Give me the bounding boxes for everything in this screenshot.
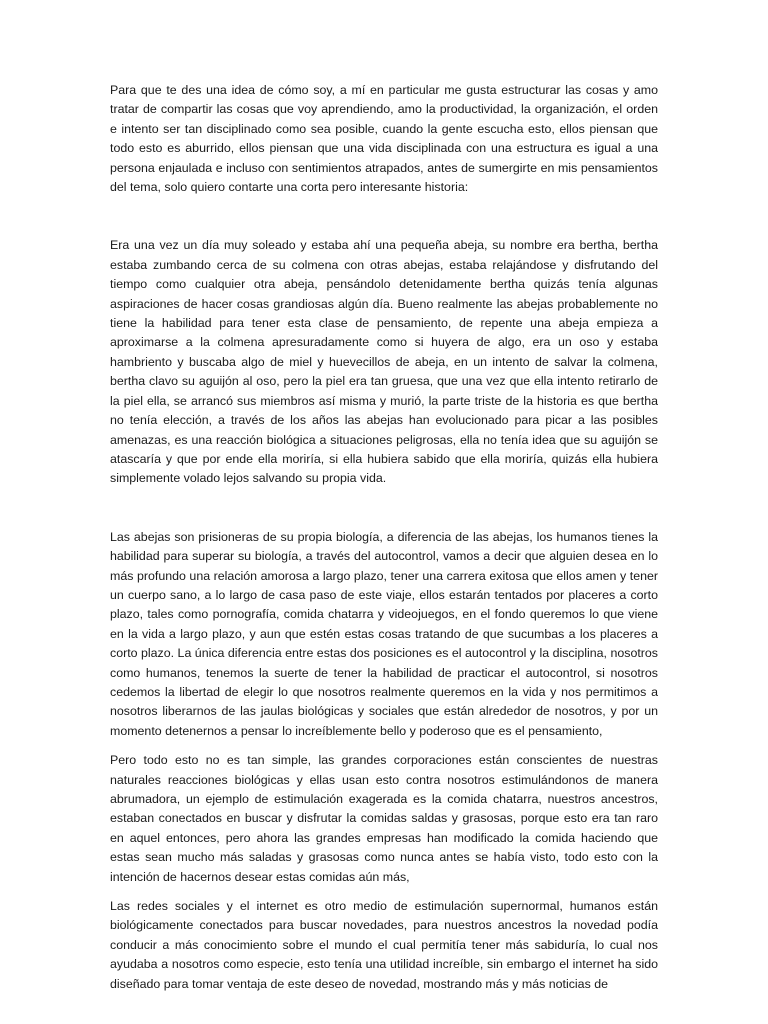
paragraph-intro: Para que te des una idea de cómo soy, a mí en particular me gusta estructurar las cosas y amo tratar de compartir las cosas que voy aprendiendo, amo la productividad, la organización, el orden e intento ser tan disciplinado como sea posible, cuando la gente escucha esto, ellos piensan que todo esto es aburrido, ellos piensan que una vida disciplinada con una estructura es igual a una persona enjaulada e incluso con sentimientos atrapados, antes de sumergirte en mis pensamientos del tema, solo quiero contarte una corta pero interesante historia: [110,83,658,195]
paragraph-social-media: Las redes sociales y el internet es otro medio de estimulación supernormal, humanos están biológicamente conectados para buscar novedades, para nuestros ancestros la novedad podía conducir a más conocimiento sobre el mundo el cual permitía tener más sabiduría, lo cual nos ayudaba a nosotros como especie, esto tenía una utilidad increíble, sin embargo el internet ha sido diseñado para tomar ventaja de este deseo de novedad, mostrando más y más noticias de [110,899,658,991]
paragraph-bee-story: Era una vez un día muy soleado y estaba ahí una pequeña abeja, su nombre era bertha, bertha estaba zumbando cerca de su colmena con otras abejas, estaba relajándose y disfrutando del tiempo como cualquier otra abeja, pensándolo detenidamente bertha quizás tenía algunas aspiraciones de hacer cosas grandiosas algún día. Bueno realmente las abejas probablemente no tiene la habilidad para tener esta clase de pensamiento, de repente una abeja empieza a aproximarse a la colmena apresuradamente como si huyera de algo, era un oso y estaba hambriento y buscaba algo de miel y huevecillos de abeja, en un intento de salvar la colmena, bertha clavo su aguijón al oso, pero la piel era tan gruesa, que una vez que ella intento retirarlo de la piel ella, se arrancó sus miembros así misma y murió, la parte triste de la historia es que bertha no tenía elección, a través de los años las abejas han evolucionado para picar a las posibles amenazas, es una reacción biológica a situaciones peligrosas, ella no tenía idea que su aguijón se atascaría y que por ende ella moriría, si ella hubiera sabido que ella moriría, quizás ella hubiera simplemente volado lejos salvando su propia vida. [110,238,658,486]
document-page [110,81,658,994]
paragraph-biology: Las abejas son prisioneras de su propia biología, a diferencia de las abejas, los humanos tienes la habilidad para superar su biología, a través del autocontrol, vamos a decir que alguien desea en lo más profundo una relación amorosa a largo plazo, tener una carrera exitosa que ellos amen y tener un cuerpo sano, a lo largo de casa paso de este viaje, ellos estarán tentados por placeres a corto plazo, tales como pornografía, comida chatarra y videojuegos, en el fondo queremos lo que viene en la vida a largo plazo, y aun que estén estas cosas tratando de que sucumbas a los placeres a corto plazo. La única diferencia entre estas dos posiciones es el autocontrol y la disciplina, nosotros como humanos, tenemos la suerte de tener la habilidad de practicar el autocontrol, si nosotros cedemos la libertad de elegir lo que nosotros realmente queremos en la vida y nos permitimos a nosotros liberarnos de las jaulas biológicas y sociales que están alrededor de nosotros, y por un momento detenernos a pensar lo increíblemente bello y poderoso que es el pensamiento, [110,529,658,738]
paragraph-corporations: Pero todo esto no es tan simple, las grandes corporaciones están conscientes de nuestras naturales reacciones biológicas y ellas usan esto contra nosotros estimulándonos de manera abrumadora, un ejemplo de estimulación exagerada es la comida chatarra, nuestros ancestros, estaban conectados en buscar y disfrutar la comidas saldas y grasosas, porque esto era tan raro en aquel entonces, pero ahora las grandes empresas han modificado la comida haciendo que estas sean mucho más saladas y grasosas como nunca antes se había visto, todo esto con la intención de hacernos desear estas comidas aún más, [110,753,658,884]
